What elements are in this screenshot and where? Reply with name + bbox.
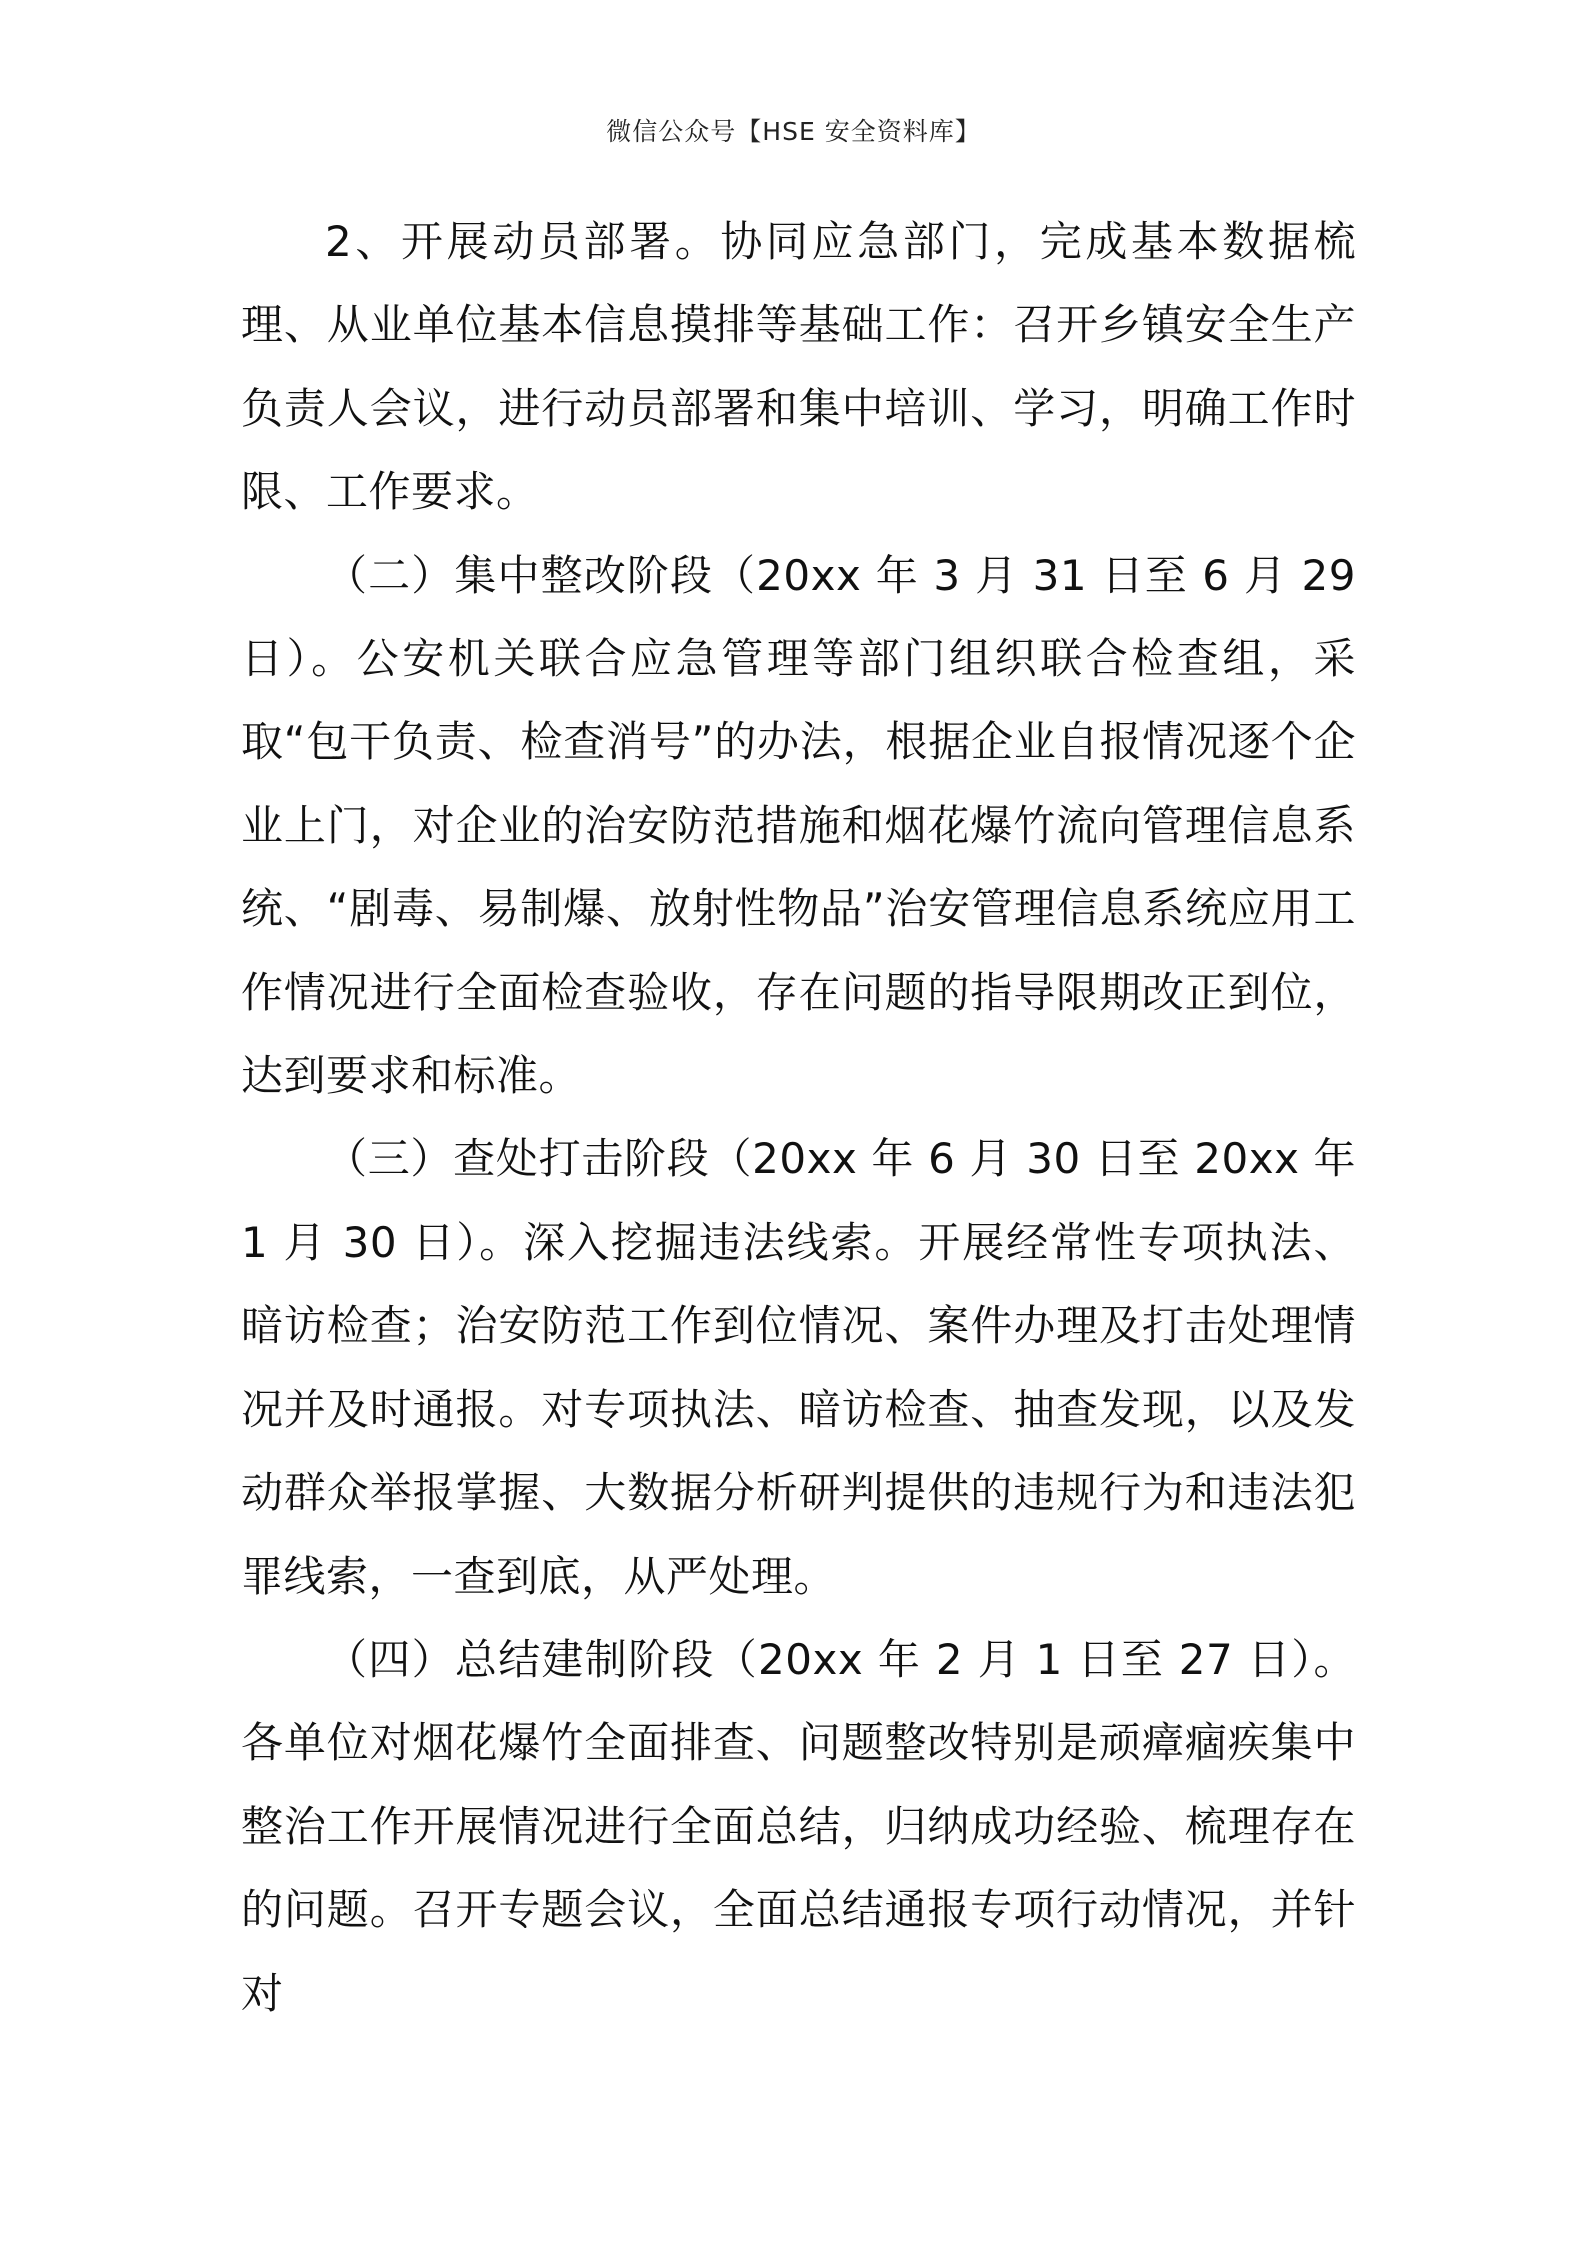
paragraph-mobilization: 2、开展动员部署。协同应急部门，完成基本数据梳理、从业单位基本信息摸排等基础工作：召开乡镇安全生产负责人会议，进行动员部署和集中培训、学习，明确工作时限、工作要求。 (241, 217, 1356, 517)
paragraph-crackdown-stage: （三）查处打击阶段（20xx 年 6 月 30 日至 20xx 年 1 月 30 日）。深入挖掘违法线索。开展经常性专项执法、暗访检查；治安防范工作到位情况、案件办理及打击处理情况并及时通报。对专项执法、暗访检查、抽查发现，以及发动群众举报掌握、大数据分析研判提供的违规行为和违法犯罪线索，一查到底，从严处理。 (241, 1134, 1356, 1601)
paragraph-summary-stage: （四）总结建制阶段（20xx 年 2 月 1 日至 27 日）。各单位对烟花爆竹全面排查、问题整改特别是顽瘴痼疾集中整治工作开展情况进行全面总结，归纳成功经验、梳理存在的问题。召开专题会议，全面总结通报专项行动情况，并针对 (241, 1634, 1356, 2018)
page-header: 微信公众号【HSE 安全资料库】 (606, 117, 981, 146)
document-body (241, 200, 1356, 2035)
paragraph-rectification-stage: （二）集中整改阶段（20xx 年 3 月 31 日至 6 月 29 日）。公安机关联合应急管理等部门组织联合检查组，采取“包干负责、检查消号”的办法，根据企业自报情况逐个企业上门，对企业的治安防范措施和烟花爆竹流向管理信息系统、“剧毒、易制爆、放射性物品”治安管理信息系统应用工作情况进行全面检查验收，存在问题的指导限期改正到位，达到要求和标准。 (241, 550, 1356, 1101)
